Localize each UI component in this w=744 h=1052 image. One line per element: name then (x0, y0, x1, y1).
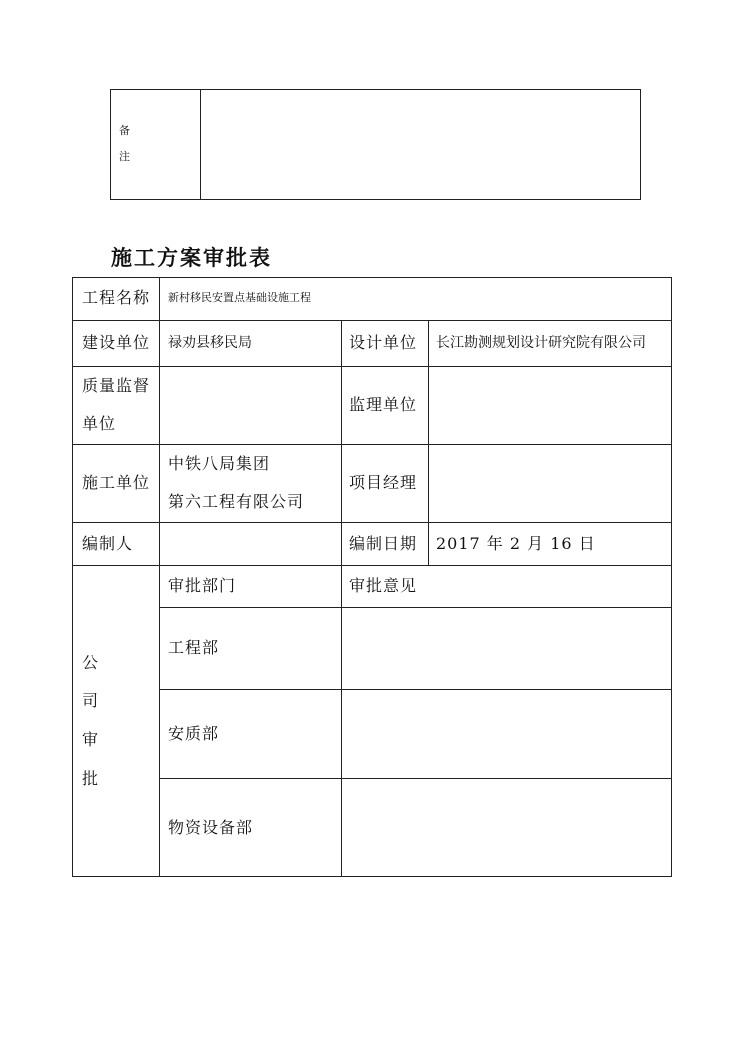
row-divider (159, 778, 672, 779)
column-divider (159, 277, 160, 877)
date-label: 编制日期 (349, 534, 418, 553)
remarks-label-line2: 注 (119, 150, 130, 163)
approval-section-char: 司 (82, 691, 100, 710)
pm-label: 项目经理 (349, 473, 418, 492)
author-label: 编制人 (82, 534, 134, 553)
contractor-label: 施工单位 (82, 473, 151, 492)
opinion-header: 审批意见 (349, 576, 418, 595)
approval-section-char: 公 (82, 653, 100, 672)
row-divider (72, 522, 672, 523)
designer-value: 长江勘测规划设计研究院有限公司 (436, 335, 646, 351)
project-name-label: 工程名称 (82, 288, 151, 307)
quality-label-line1: 质量监督 (82, 376, 151, 395)
contractor-value-line2: 第六工程有限公司 (168, 492, 305, 511)
date-value: 2017 年 2 月 16 日 (436, 534, 596, 553)
row-divider (72, 366, 672, 367)
approval-section-char: 批 (82, 769, 100, 788)
supervisor-label: 监理单位 (349, 395, 418, 414)
project-name-value: 新村移民安置点基础设施工程 (168, 291, 311, 304)
column-divider (428, 320, 429, 565)
dept-safety-quality: 安质部 (168, 724, 220, 743)
quality-label-line2: 单位 (82, 414, 117, 433)
remarks-box (110, 89, 641, 200)
column-divider (341, 320, 342, 565)
row-divider (159, 607, 672, 608)
approval-section-char: 审 (82, 730, 100, 749)
builder-label: 建设单位 (82, 333, 151, 352)
contractor-value-line1: 中铁八局集团 (168, 454, 271, 473)
row-divider (72, 444, 672, 445)
remarks-label-line1: 备 (119, 124, 130, 137)
row-divider (72, 565, 672, 566)
row-divider (159, 689, 672, 690)
dept-header: 审批部门 (168, 576, 237, 595)
builder-value: 禄劝县移民局 (168, 335, 252, 351)
designer-label: 设计单位 (349, 333, 418, 352)
dept-engineering: 工程部 (168, 638, 220, 657)
remarks-divider (200, 89, 201, 200)
page-title: 施工方案审批表 (111, 245, 272, 270)
row-divider (72, 320, 672, 321)
column-divider (341, 565, 342, 877)
dept-materials-equipment: 物资设备部 (168, 818, 254, 837)
